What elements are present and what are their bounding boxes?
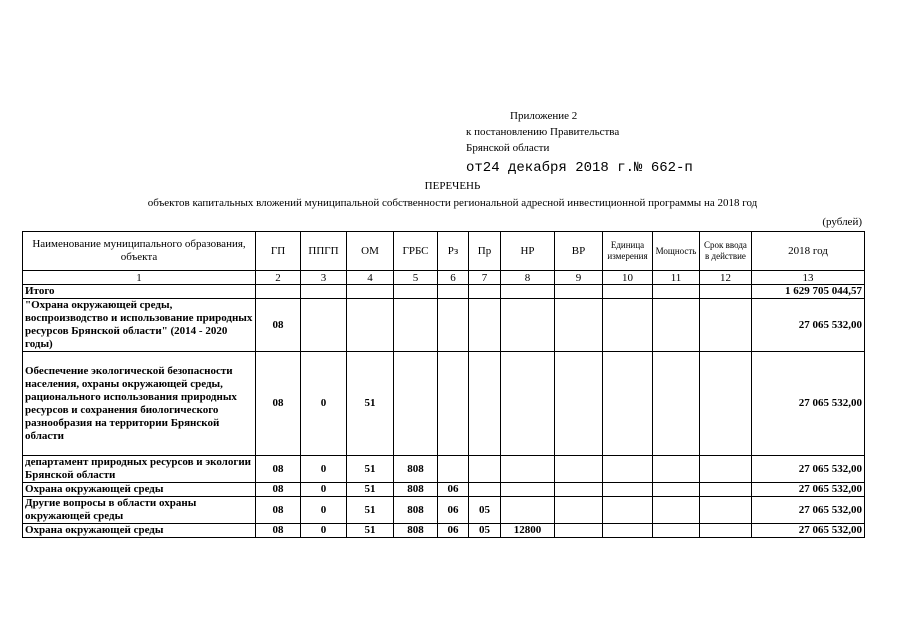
table-row <box>23 456 865 483</box>
cell-pr: 05 <box>469 524 501 538</box>
cell-capacity <box>653 352 700 456</box>
cell-grbs: 808 <box>394 483 438 497</box>
cell-nr <box>501 497 555 524</box>
cell-nr <box>501 299 555 352</box>
cell-unit <box>603 299 653 352</box>
cell-term <box>700 497 752 524</box>
cell-term <box>700 524 752 538</box>
cell-om: 51 <box>347 352 394 456</box>
cell-gp: 08 <box>256 524 301 538</box>
cell-rz <box>438 299 469 352</box>
appendix-line-1: к постановлению Правительства <box>466 126 620 138</box>
cell-grbs <box>394 299 438 352</box>
cell-rz <box>438 352 469 456</box>
cell-nr <box>501 352 555 456</box>
column-number-row <box>23 271 865 285</box>
cell-name: Другие вопросы в области охраны окружающей среды <box>23 497 256 524</box>
cell-capacity <box>653 456 700 483</box>
cell-amount: 27 065 532,00 <box>752 299 865 352</box>
cell-gp: 08 <box>256 483 301 497</box>
cell-gp: 08 <box>256 497 301 524</box>
cell-pr <box>469 352 501 456</box>
cell-om <box>347 285 394 299</box>
cell-ppgp: 0 <box>301 483 347 497</box>
column-number: 12 <box>700 271 752 285</box>
cell-name: Охрана окружающей среды <box>23 524 256 538</box>
cell-vr <box>555 285 603 299</box>
cell-name: Охрана окружающей среды <box>23 483 256 497</box>
appendix-date: от24 декабря 2018 г.№ 662-п <box>466 160 693 176</box>
cell-ppgp: 0 <box>301 352 347 456</box>
col-header-term: Срок ввода в действие <box>700 232 752 271</box>
cell-pr <box>469 285 501 299</box>
table-header-row <box>23 232 865 271</box>
table-row <box>23 524 865 538</box>
cell-name: "Охрана окружающей среды, воспроизводство и использование природных ресурсов Брянской области" (2014 - 2020 годы) <box>23 299 256 352</box>
table-row <box>23 299 865 352</box>
cell-grbs <box>394 352 438 456</box>
col-header-rz: Рз <box>438 232 469 271</box>
investment-table <box>22 231 865 538</box>
col-header-vr: ВР <box>555 232 603 271</box>
cell-name: Обеспечение экологической безопасности населения, охраны окружающей среды, рационального использования природных ресурсов и сохранения биологического разнообразия на территории Брянской области <box>23 352 256 456</box>
table-row <box>23 352 865 456</box>
cell-om: 51 <box>347 497 394 524</box>
cell-gp <box>256 285 301 299</box>
cell-amount: 27 065 532,00 <box>752 456 865 483</box>
cell-om: 51 <box>347 483 394 497</box>
cell-ppgp: 0 <box>301 456 347 483</box>
cell-term <box>700 483 752 497</box>
column-number: 1 <box>23 271 256 285</box>
table-row <box>23 285 865 299</box>
cell-capacity <box>653 483 700 497</box>
cell-unit <box>603 285 653 299</box>
cell-om: 51 <box>347 524 394 538</box>
cell-nr <box>501 285 555 299</box>
cell-ppgp: 0 <box>301 524 347 538</box>
cell-vr <box>555 497 603 524</box>
column-number: 13 <box>752 271 865 285</box>
cell-unit <box>603 497 653 524</box>
cell-rz <box>438 285 469 299</box>
col-header-nr: НР <box>501 232 555 271</box>
cell-unit <box>603 456 653 483</box>
col-header-year: 2018 год <box>752 232 865 271</box>
column-number: 2 <box>256 271 301 285</box>
column-number: 4 <box>347 271 394 285</box>
column-number: 9 <box>555 271 603 285</box>
cell-amount: 27 065 532,00 <box>752 483 865 497</box>
cell-capacity <box>653 497 700 524</box>
cell-vr <box>555 483 603 497</box>
column-number: 6 <box>438 271 469 285</box>
cell-term <box>700 285 752 299</box>
cell-capacity <box>653 285 700 299</box>
col-header-gp: ГП <box>256 232 301 271</box>
cell-nr <box>501 483 555 497</box>
cell-name: Итого <box>23 285 256 299</box>
col-header-ppgp: ППГП <box>301 232 347 271</box>
cell-capacity <box>653 524 700 538</box>
cell-pr <box>469 456 501 483</box>
cell-grbs <box>394 285 438 299</box>
col-header-unit: Единица измерения <box>603 232 653 271</box>
cell-vr <box>555 456 603 483</box>
cell-term <box>700 352 752 456</box>
col-header-om: ОМ <box>347 232 394 271</box>
column-number: 3 <box>301 271 347 285</box>
cell-rz: 06 <box>438 524 469 538</box>
col-header-grbs: ГРБС <box>394 232 438 271</box>
col-header-capacity: Мощность <box>653 232 700 271</box>
cell-unit <box>603 352 653 456</box>
cell-vr <box>555 352 603 456</box>
appendix-block <box>466 108 693 176</box>
cell-amount: 1 629 705 044,57 <box>752 285 865 299</box>
col-header-pr: Пр <box>469 232 501 271</box>
column-number: 5 <box>394 271 438 285</box>
cell-gp: 08 <box>256 456 301 483</box>
appendix-line-2: Брянской области <box>466 142 550 154</box>
cell-term <box>700 456 752 483</box>
cell-grbs: 808 <box>394 524 438 538</box>
cell-name: департамент природных ресурсов и экологии Брянской области <box>23 456 256 483</box>
cell-ppgp <box>301 285 347 299</box>
column-number: 7 <box>469 271 501 285</box>
cell-ppgp: 0 <box>301 497 347 524</box>
document-heading: ПЕРЕЧЕНЬ <box>424 180 481 192</box>
cell-amount: 27 065 532,00 <box>752 352 865 456</box>
cell-vr <box>555 524 603 538</box>
table-row <box>23 497 865 524</box>
document-subheading: объектов капитальных вложений муниципальной собственности региональной адресной инвестиционной программы на 2018 год <box>147 197 758 209</box>
cell-vr <box>555 299 603 352</box>
column-number: 8 <box>501 271 555 285</box>
cell-grbs: 808 <box>394 456 438 483</box>
cell-amount: 27 065 532,00 <box>752 497 865 524</box>
units-label: (рублей) <box>822 216 862 228</box>
cell-om: 51 <box>347 456 394 483</box>
cell-nr: 12800 <box>501 524 555 538</box>
cell-pr <box>469 483 501 497</box>
appendix-title: Приложение 2 <box>510 110 578 122</box>
cell-om <box>347 299 394 352</box>
column-number: 11 <box>653 271 700 285</box>
cell-rz: 06 <box>438 483 469 497</box>
cell-term <box>700 299 752 352</box>
cell-unit <box>603 483 653 497</box>
cell-capacity <box>653 299 700 352</box>
col-header-name: Наименование муниципального образования, объекта <box>23 232 256 271</box>
table-row <box>23 483 865 497</box>
column-number: 10 <box>603 271 653 285</box>
cell-amount: 27 065 532,00 <box>752 524 865 538</box>
cell-gp: 08 <box>256 299 301 352</box>
cell-rz: 06 <box>438 497 469 524</box>
cell-gp: 08 <box>256 352 301 456</box>
cell-unit <box>603 524 653 538</box>
cell-pr <box>469 299 501 352</box>
cell-rz <box>438 456 469 483</box>
cell-ppgp <box>301 299 347 352</box>
cell-pr: 05 <box>469 497 501 524</box>
cell-nr <box>501 456 555 483</box>
cell-grbs: 808 <box>394 497 438 524</box>
